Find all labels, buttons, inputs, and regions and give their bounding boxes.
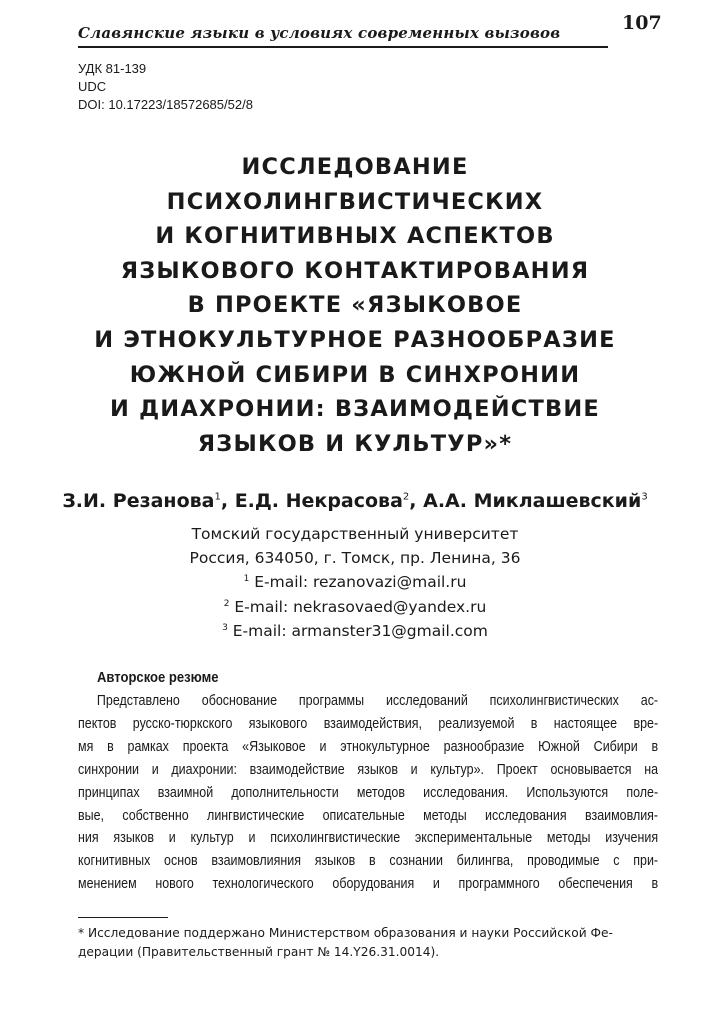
- title-line: ИССЛЕДОВАНИЕ: [241, 154, 469, 180]
- abstract-line: [78, 782, 658, 805]
- title-line: В ПРОЕКТЕ «ЯЗЫКОВОЕ: [187, 292, 523, 319]
- abstract-line: [78, 805, 658, 828]
- abstract-line: [78, 736, 658, 759]
- author-email: [40, 595, 670, 619]
- abstract-body: [78, 690, 658, 896]
- article-metadata: [78, 60, 253, 114]
- udk-code: УДК 81-139: [78, 61, 147, 76]
- abstract-line-text: принципах взаимной дополнительности методов исследования. Используются поле-: [78, 784, 658, 801]
- abstract-line-text: Представлено обоснование программы исследований психолингвистических ас-: [96, 693, 658, 709]
- title-line: ПСИХОЛИНГВИСТИЧЕСКИХ: [166, 188, 544, 215]
- footnote-divider: [78, 917, 168, 918]
- abstract-line-text: синхронии и диахронии: взаимодействие языков и культур». Проект основывается на: [78, 761, 658, 778]
- title-line: И КОГНИТИВНЫХ АСПЕКТОВ: [155, 223, 555, 250]
- abstract-line-text: пектов русско-тюркского языкового взаимодействия, реализуемой в настоящее вре-: [78, 715, 658, 732]
- title-line: И ЭТНОКУЛЬТУРНОЕ РАЗНООБРАЗИЕ: [94, 326, 616, 353]
- postal-address: Россия, 634050, г. Томск, пр. Ленина, 36: [189, 549, 521, 568]
- email-mark: 2: [223, 598, 230, 609]
- title-line: И ДИАХРОНИИ: ВЗАИМОДЕЙСТВИЕ: [110, 396, 600, 423]
- author-affiliation-mark: 2: [402, 491, 410, 503]
- author-name: З.И. Резанова: [62, 490, 215, 512]
- abstract-line-text: ния языков и культур и психолингвистические экспериментальные методы изучения: [78, 830, 658, 847]
- footnote-line: дерации (Правительственный грант № 14.Y26.31.0014).: [78, 945, 440, 959]
- abstract-line: [78, 850, 658, 873]
- title-line: ЯЗЫКОВ И КУЛЬТУР»*: [197, 430, 513, 457]
- author-name: А.А. Миклашевский: [423, 490, 642, 512]
- email-link[interactable]: E-mail: rezanovazi@mail.ru: [249, 573, 467, 592]
- article-title: [60, 150, 650, 461]
- author-affiliation-mark: 1: [214, 491, 221, 503]
- author-separator: ,: [409, 490, 424, 512]
- abstract-line-text: когнитивных основ взаимовлияния языков в сознании билингва, проводимые с при-: [78, 853, 658, 870]
- email-link[interactable]: E-mail: armanster31@gmail.com: [227, 621, 488, 640]
- title-line: ЯЗЫКОВОГО КОНТАКТИРОВАНИЯ: [120, 257, 590, 284]
- abstract-line: [78, 690, 658, 713]
- udc-code: UDC: [78, 79, 107, 94]
- abstract-line-text: менением нового технологического оборудования и программного обеспечения в: [78, 876, 658, 893]
- author-email: [40, 570, 670, 594]
- abstract-heading: Авторское резюме: [97, 670, 219, 686]
- author-affiliation-mark: 3: [641, 491, 648, 503]
- author-list: [40, 486, 670, 516]
- abstract-line: [78, 873, 658, 896]
- university-name: Томский государственный университет: [191, 525, 519, 543]
- title-line: ЮЖНОЙ СИБИРИ В СИНХРОНИИ: [129, 361, 581, 388]
- running-head: Славянские языки в условиях современных вызовов: [78, 22, 608, 48]
- abstract-line: [78, 759, 658, 782]
- affiliation-block: [40, 522, 670, 643]
- author-email: [40, 619, 670, 643]
- footnote-line: * Исследование поддержано Министерством образования и науки Российской Фе-: [78, 926, 613, 940]
- abstract-line-text: вые, собственно лингвистические описательные методы исследования взаимовлия-: [78, 807, 658, 824]
- author-separator: ,: [220, 490, 235, 512]
- footnote: [78, 924, 658, 962]
- abstract-line: [78, 713, 658, 736]
- email-mark: 1: [243, 574, 250, 585]
- email-link[interactable]: E-mail: nekrasovaed@yandex.ru: [229, 597, 487, 616]
- abstract-line-text: мя в рамках проекта «Языковое и этнокультурное разнообразие Южной Сибири в: [78, 738, 658, 755]
- doi[interactable]: DOI: 10.17223/18572685/52/8: [78, 97, 253, 112]
- abstract-line: [78, 827, 658, 850]
- email-mark: 3: [222, 622, 228, 633]
- author-name: Е.Д. Некрасова: [234, 490, 403, 512]
- page-number: 107: [622, 12, 662, 34]
